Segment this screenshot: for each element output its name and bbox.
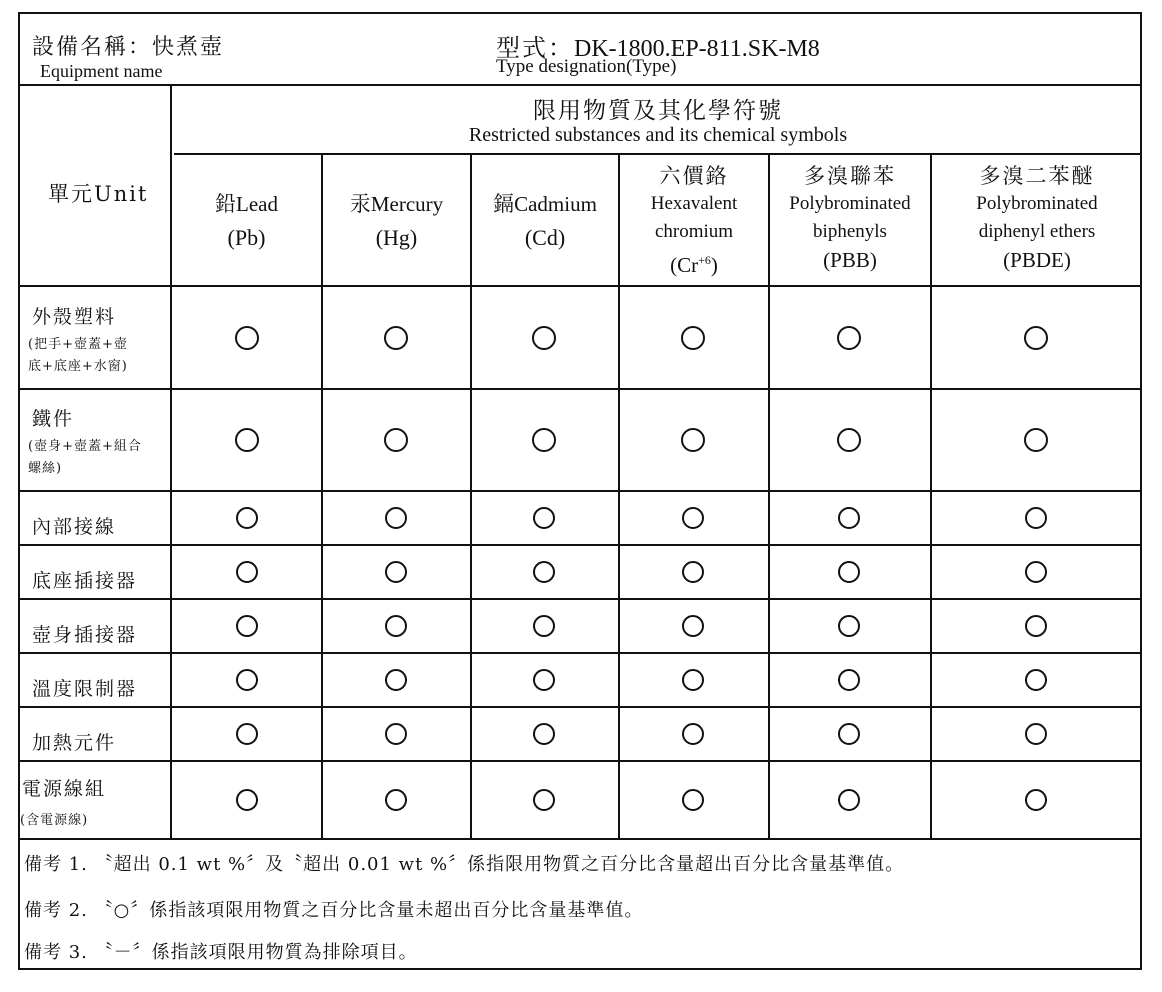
type-designation-en: Type designation(Type) bbox=[496, 56, 677, 77]
restricted-substances-zh: 限用物質及其化學符號 bbox=[533, 98, 783, 124]
column-header-mercury: 汞Mercury (Hg) bbox=[349, 192, 444, 250]
equipment-name-zh: 設備名稱：快煮壺 bbox=[32, 35, 225, 60]
row-label-plastic-housing: 外殼塑料 bbox=[32, 306, 117, 328]
compliance-circle-mark bbox=[533, 615, 555, 637]
compliance-circle-mark bbox=[236, 615, 258, 637]
column-header-pbde: 多溴二苯醚 Polybrominated diphenyl ethers (PBDE) bbox=[976, 164, 1098, 272]
compliance-circle-mark bbox=[385, 615, 407, 637]
compliance-circle-mark bbox=[682, 789, 704, 811]
compliance-circle-mark bbox=[533, 669, 555, 691]
compliance-circle-mark bbox=[533, 507, 555, 529]
compliance-circle-mark bbox=[1025, 507, 1047, 529]
compliance-circle-mark bbox=[532, 428, 556, 452]
row-label-power-cord-set: 電源線組 bbox=[22, 778, 107, 800]
column-header-cadmium: 鎘Cadmium (Cd) bbox=[493, 192, 597, 250]
divider-row bbox=[18, 388, 1142, 390]
divider-row bbox=[18, 544, 1142, 546]
compliance-circle-mark bbox=[682, 723, 704, 745]
column-header-pbb: 多溴聯苯 Polybrominated biphenyls (PBB) bbox=[789, 164, 911, 272]
compliance-circle-mark bbox=[838, 507, 860, 529]
row-label-temperature-limiter: 溫度限制器 bbox=[32, 678, 138, 700]
compliance-circle-mark bbox=[682, 561, 704, 583]
restricted-substances-en: Restricted substances and its chemical symbols bbox=[468, 124, 848, 146]
compliance-circle-mark bbox=[681, 326, 705, 350]
note-1: 備考 1. 〝超出 0.1 wt %〞及〝超出 0.01 wt %〞係指限用物質之百分比含量超出百分比含量基準值。 bbox=[24, 854, 905, 875]
row-sublabel: 螺絲) bbox=[28, 461, 63, 476]
divider-header bbox=[18, 84, 1142, 86]
compliance-circle-mark bbox=[682, 507, 704, 529]
compliance-circle-mark bbox=[838, 615, 860, 637]
row-label-internal-wiring: 內部接線 bbox=[32, 516, 117, 538]
column-header-hexavalent-chromium: 六價鉻 Hexavalent chromium $(Cr^{+6})$ bbox=[650, 164, 738, 277]
compliance-circle-mark bbox=[385, 507, 407, 529]
divider-row bbox=[18, 490, 1142, 492]
divider-row bbox=[18, 760, 1142, 762]
compliance-circle-mark bbox=[1025, 789, 1047, 811]
row-label-iron-parts: 鐵件 bbox=[32, 408, 75, 430]
compliance-circle-mark bbox=[681, 428, 705, 452]
row-label-heating-element: 加熱元件 bbox=[32, 732, 117, 754]
compliance-circle-mark bbox=[385, 561, 407, 583]
compliance-circle-mark bbox=[838, 561, 860, 583]
compliance-circle-mark bbox=[236, 789, 258, 811]
compliance-circle-mark bbox=[682, 615, 704, 637]
compliance-circle-mark bbox=[236, 561, 258, 583]
compliance-circle-mark bbox=[236, 507, 258, 529]
compliance-circle-mark bbox=[838, 723, 860, 745]
type-value: DK-1800.EP-811.SK-M8 bbox=[574, 36, 820, 62]
compliance-circle-mark bbox=[682, 669, 704, 691]
divider-row bbox=[18, 598, 1142, 600]
row-sublabel: (壺身+壺蓋+組合 bbox=[28, 439, 142, 454]
compliance-circle-mark bbox=[838, 669, 860, 691]
compliance-circle-mark bbox=[385, 669, 407, 691]
divider-restricted bbox=[174, 153, 1142, 155]
type-label-zh: 型式： bbox=[496, 34, 574, 62]
compliance-circle-mark bbox=[384, 428, 408, 452]
row-label-body-connector: 壺身插接器 bbox=[32, 624, 138, 646]
divider-col bbox=[321, 153, 323, 840]
compliance-circle-mark bbox=[837, 326, 861, 350]
compliance-circle-mark bbox=[235, 326, 259, 350]
row-sublabel: 底+底座+水窗) bbox=[28, 359, 128, 374]
compliance-circle-mark bbox=[1025, 615, 1047, 637]
divider-row bbox=[18, 706, 1142, 708]
compliance-circle-mark bbox=[837, 428, 861, 452]
divider-notes bbox=[18, 838, 1142, 840]
compliance-circle-mark bbox=[236, 723, 258, 745]
divider-columns bbox=[18, 285, 1142, 287]
compliance-circle-mark bbox=[385, 723, 407, 745]
compliance-circle-mark bbox=[1025, 723, 1047, 745]
compliance-circle-mark bbox=[1025, 561, 1047, 583]
compliance-circle-mark bbox=[532, 326, 556, 350]
column-header-lead: 鉛Lead (Pb) bbox=[215, 192, 278, 250]
unit-header: 單元Unit bbox=[48, 182, 149, 206]
note-3: 備考 3. 〝－〞係指該項限用物質為排除項目。 bbox=[24, 942, 418, 963]
compliance-circle-mark bbox=[1024, 326, 1048, 350]
compliance-circle-mark bbox=[236, 669, 258, 691]
row-sublabel: (含電源線) bbox=[20, 813, 89, 828]
compliance-circle-mark bbox=[384, 326, 408, 350]
compliance-circle-mark bbox=[1025, 669, 1047, 691]
equipment-name-en: Equipment name bbox=[40, 61, 163, 81]
compliance-circle-mark bbox=[533, 561, 555, 583]
row-label-base-connector: 底座插接器 bbox=[32, 570, 138, 592]
compliance-circle-mark bbox=[838, 789, 860, 811]
divider-row bbox=[18, 652, 1142, 654]
note-2: 備考 2. 〝○〞係指該項限用物質之百分比含量未超出百分比含量基準值。 bbox=[24, 900, 644, 921]
compliance-circle-mark bbox=[1024, 428, 1048, 452]
compliance-circle-mark bbox=[533, 789, 555, 811]
row-sublabel: (把手+壺蓋+壺 bbox=[28, 337, 128, 352]
divider-col bbox=[470, 153, 472, 840]
compliance-circle-mark bbox=[235, 428, 259, 452]
compliance-circle-mark bbox=[385, 789, 407, 811]
compliance-circle-mark bbox=[533, 723, 555, 745]
